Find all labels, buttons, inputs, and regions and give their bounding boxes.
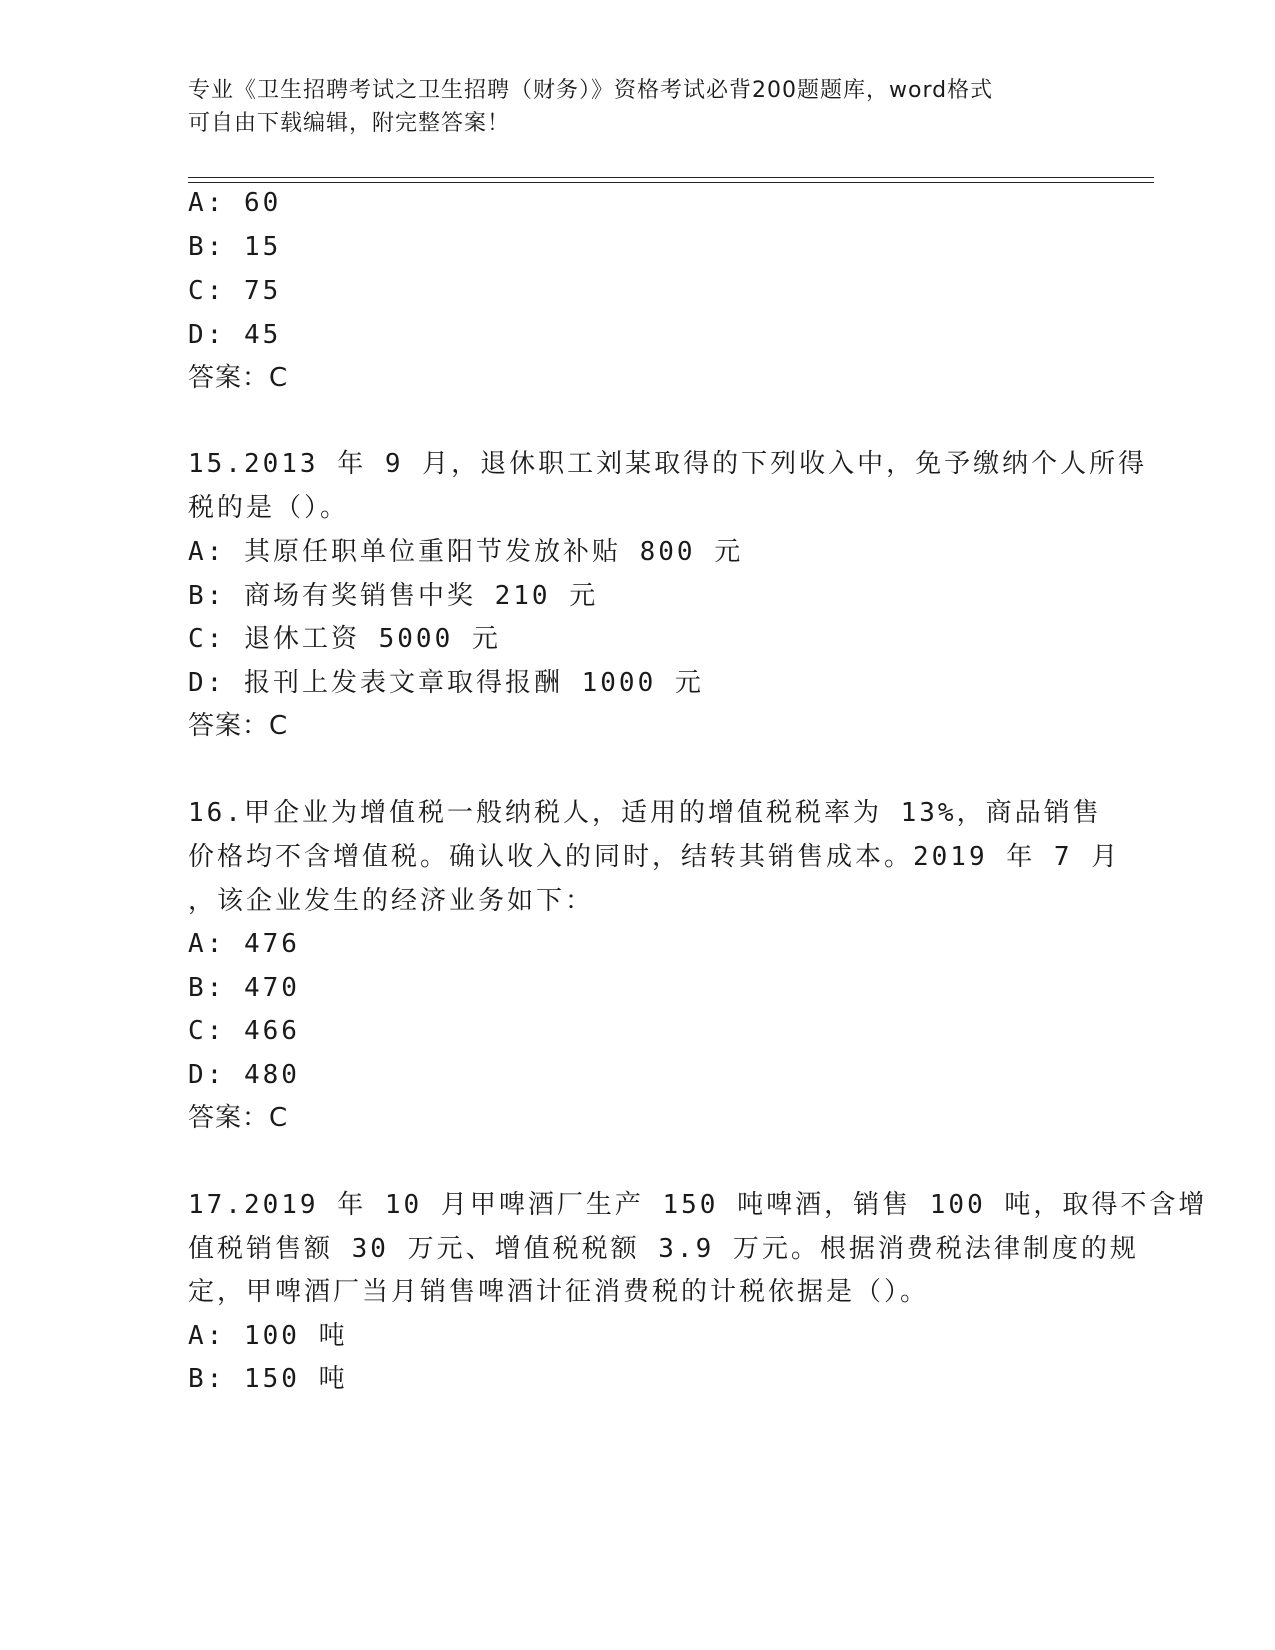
header-line-2: 可自由下载编辑，附完整答案！ [188,111,511,136]
q14-option-d: D: 45 [188,320,282,350]
q15-option-c: C: 退休工资 5000 元 [188,624,501,654]
q16-option-a: A: 476 [188,929,300,959]
q15-answer: 答案：C [188,711,289,741]
q16-answer: 答案：C [188,1103,289,1133]
document-header [188,74,1068,140]
header-line-1: 专业《卫生招聘考试之卫生招聘（财务）》资格考试必背200题题库，word格式 [188,78,994,103]
q17-stem-line-3: 定，甲啤酒厂当月销售啤酒计征消费税的计税依据是（）。 [188,1277,930,1307]
q15-option-a: A: 其原任职单位重阳节发放补贴 800 元 [188,537,744,567]
q16-stem-line-3: ，该企业发生的经济业务如下： [188,886,595,916]
q17-stem-line-1: 17.2019 年 10 月甲啤酒厂生产 150 吨啤酒，销售 100 吨，取得不含增 [188,1190,1208,1220]
header-divider-bottom [188,182,1154,183]
q17-option-a: A: 100 吨 [188,1321,348,1351]
header-divider-top [188,177,1154,178]
q15-option-b: B: 商场有奖销售中奖 210 元 [188,581,599,611]
q17-stem-line-2: 值税销售额 30 万元、增值税税额 3.9 万元。根据消费税法律制度的规 [188,1234,1139,1264]
q16-stem-line-2: 价格均不含增值税。确认收入的同时，结转其销售成本。2019 年 7 月 [188,842,1121,872]
q15-stem-line-1: 15.2013 年 9 月，退休职工刘某取得的下列收入中，免予缴纳个人所得 [188,449,1148,479]
q14-option-a: A: 60 [188,188,282,218]
q15-stem-line-2: 税的是（）。 [188,493,350,523]
q16-option-c: C: 466 [188,1016,300,1046]
q16-stem-line-1: 16.甲企业为增值税一般纳税人，适用的增值税税率为 13%，商品销售 [188,798,1102,828]
q16-option-b: B: 470 [188,973,300,1003]
q16-option-d: D: 480 [188,1060,300,1090]
q14-option-c: C: 75 [188,276,282,306]
q14-answer: 答案：C [188,363,289,393]
q15-option-d: D: 报刊上发表文章取得报酬 1000 元 [188,668,704,698]
q14-option-b: B: 15 [188,232,282,262]
q17-option-b: B: 150 吨 [188,1364,348,1394]
